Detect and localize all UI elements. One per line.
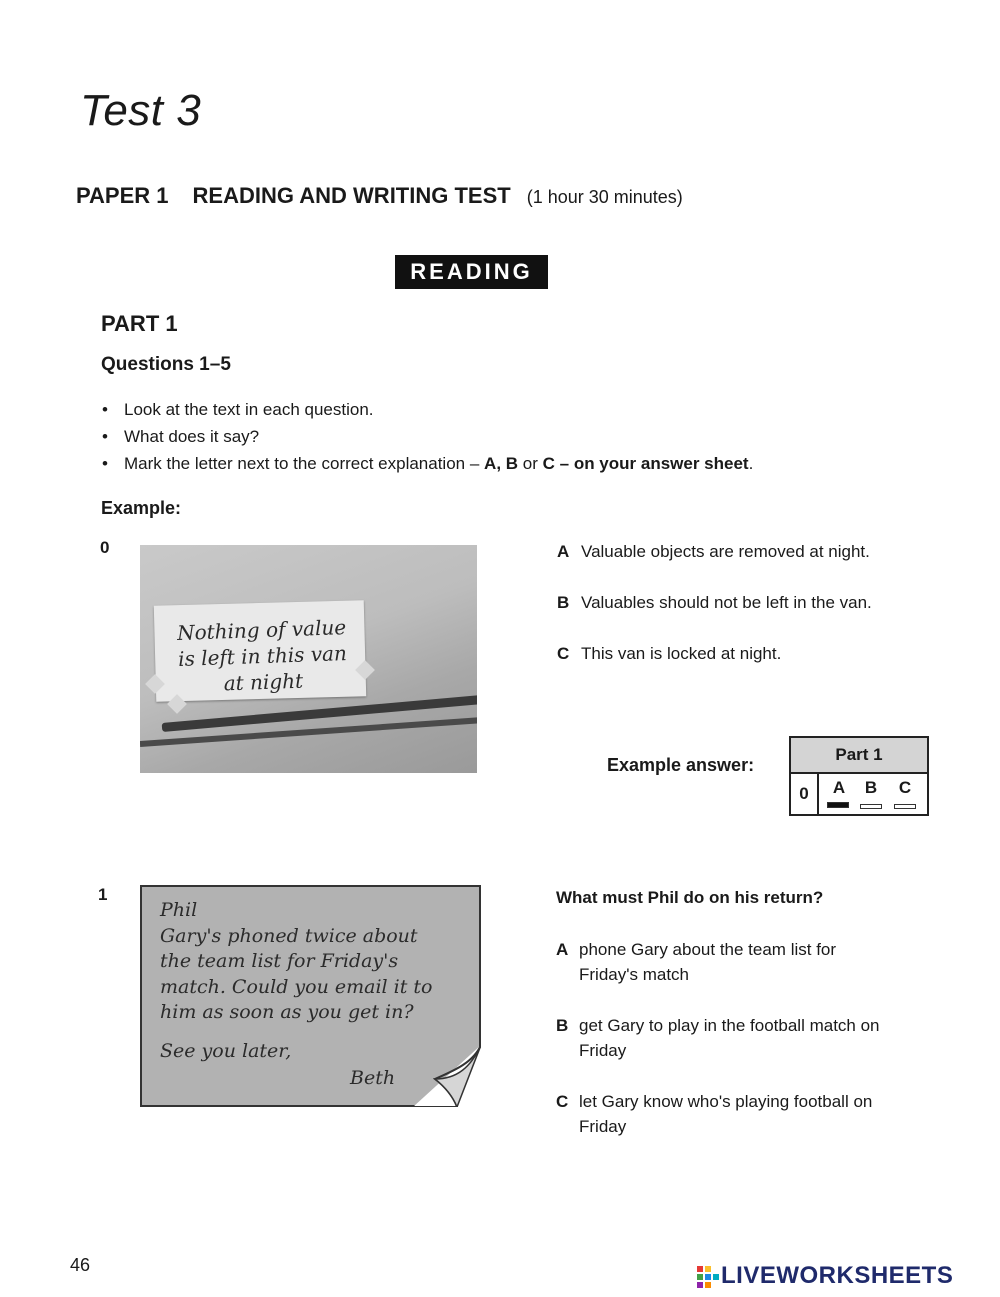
bullet-icon: • <box>102 400 108 419</box>
question-1-option-b: B get Gary to play in the football match on Friday <box>556 1016 880 1060</box>
reading-banner: READING <box>395 255 548 289</box>
brand-logo <box>697 1262 953 1290</box>
paper-duration: (1 hour 30 minutes) <box>526 187 683 207</box>
question-1-number: 1 <box>98 885 108 904</box>
paper-label: PAPER 1 <box>76 183 169 208</box>
message-note: Phil Gary's phoned twice about the team list for Friday's match. Could you email it to him as soon as you get in? See you later, Beth <box>140 885 481 1107</box>
example-answer-box <box>789 736 929 816</box>
sign-text: Nothing of value is left in this van at night <box>176 615 348 696</box>
instruction-list <box>100 398 753 479</box>
instruction-item: • Mark the letter next to the correct explanation – A, B or C – on your answer sheet. <box>100 452 753 479</box>
paper-title: READING AND WRITING TEST <box>192 183 511 208</box>
answer-mark-b <box>860 804 882 809</box>
example-label: Example: <box>101 498 182 518</box>
question-1-option-a: A phone Gary about the team list for Friday's match <box>556 940 837 984</box>
answer-letter-c: C <box>898 778 912 797</box>
example-number: 0 <box>100 538 110 557</box>
question-1-prompt: What must Phil do on his return? <box>556 888 824 907</box>
part-heading: PART 1 <box>101 311 178 336</box>
page-curl-icon <box>413 1045 481 1107</box>
question-1-option-c: C let Gary know who's playing football on Friday <box>556 1092 873 1136</box>
example-option-b: B Valuables should not be left in the van. <box>557 593 872 612</box>
bullet-icon: • <box>102 454 108 473</box>
example-answer-label: Example answer: <box>607 755 755 775</box>
instruction-item: • Look at the text in each question. <box>100 398 753 425</box>
bullet-icon: • <box>102 427 108 446</box>
answer-mark-a-filled <box>827 802 849 808</box>
answer-box-number: 0 <box>791 774 819 814</box>
answer-box-header: Part 1 <box>791 738 927 774</box>
answer-letter-a: A <box>832 778 846 797</box>
instruction-item: • What does it say? <box>100 425 753 452</box>
example-photo <box>140 545 477 773</box>
test-title: Test 3 <box>80 86 202 135</box>
answer-letter-b: B <box>864 778 878 797</box>
example-option-c: C This van is locked at night. <box>557 644 782 663</box>
paper-heading <box>76 183 683 209</box>
answer-mark-c <box>894 804 916 809</box>
page-number: 46 <box>70 1255 91 1275</box>
questions-heading: Questions 1–5 <box>101 354 231 375</box>
brand-text: LIVEWORKSHEETS <box>721 1262 954 1289</box>
liveworksheets-logo-icon <box>697 1266 719 1288</box>
example-option-a: A Valuable objects are removed at night. <box>557 542 870 561</box>
